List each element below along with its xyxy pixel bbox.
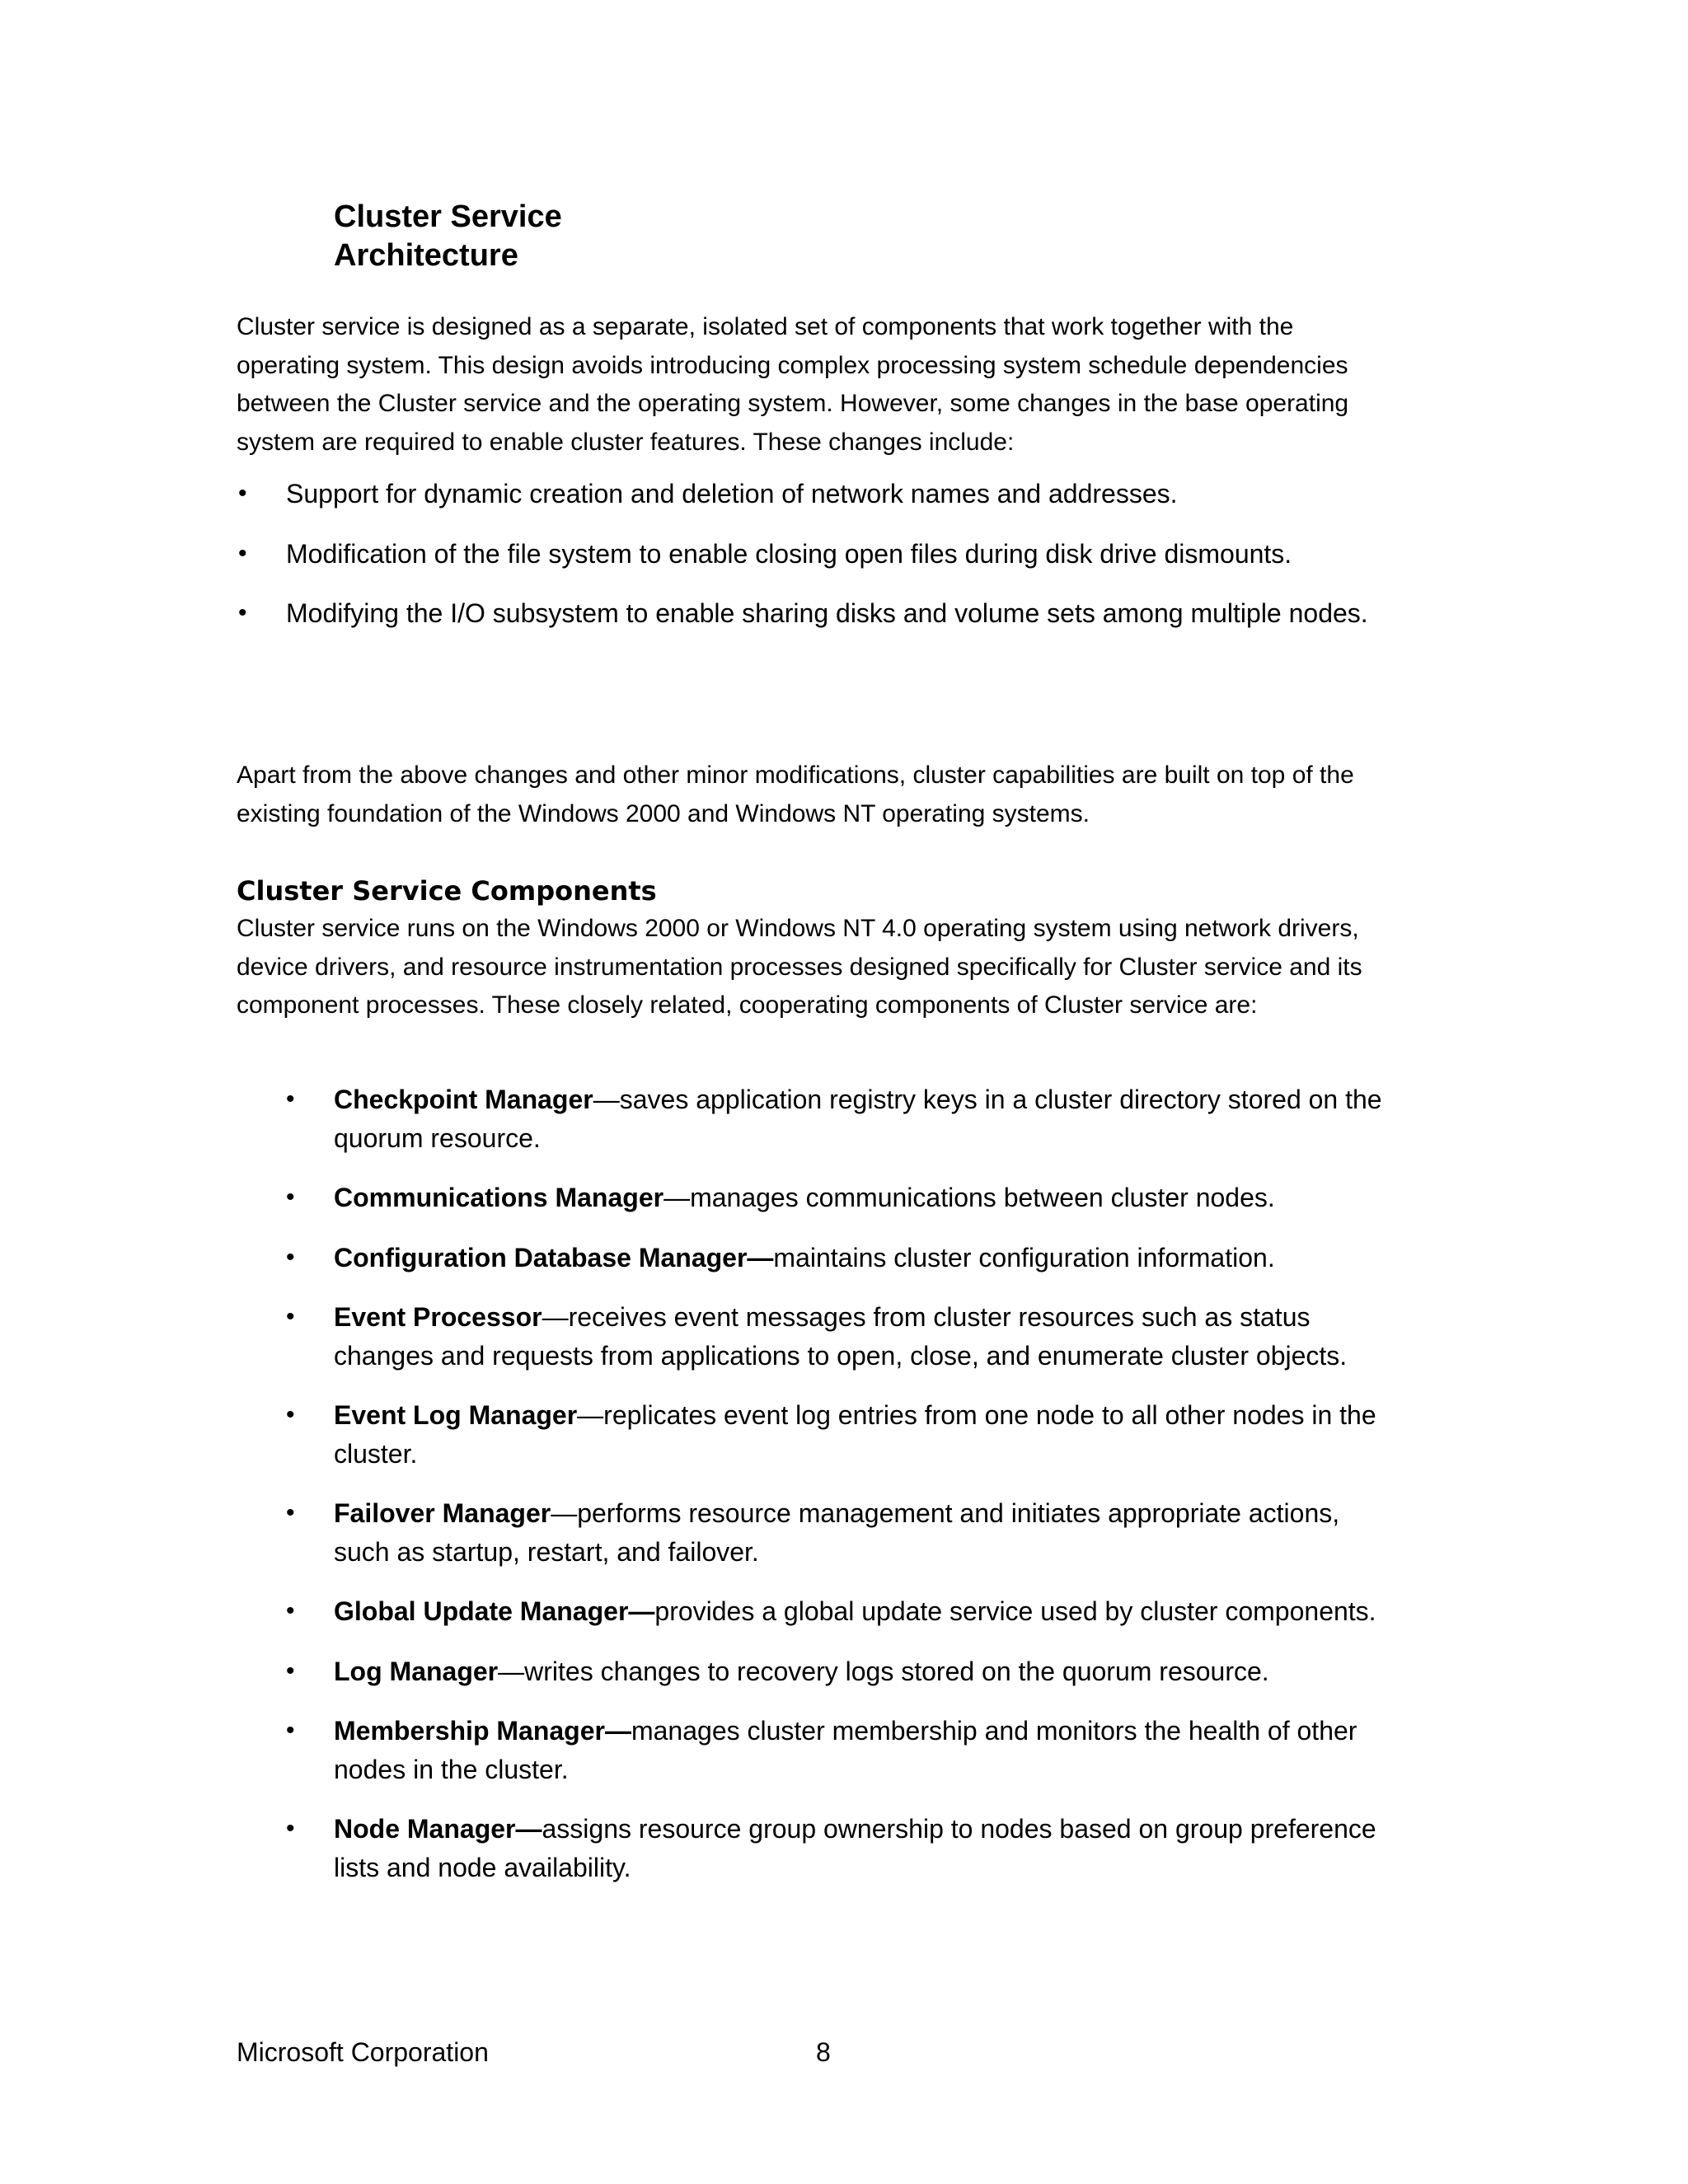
section-heading: Cluster Service Components: [237, 875, 657, 907]
bullet-icon: •: [238, 539, 247, 567]
footer-page-number: 8: [816, 2037, 831, 2067]
component-item: [284, 1396, 1393, 1473]
bullet-icon: •: [286, 1657, 295, 1685]
list-item-text: Modification of the file system to enable closing open files during disk drive dismounts.: [286, 538, 1292, 569]
component-name: Event Processor: [334, 1302, 542, 1332]
list-item: [237, 594, 1390, 633]
component-item: [284, 1712, 1393, 1788]
bullet-icon: •: [286, 1597, 295, 1624]
component-desc: provides a global update service used by cluster components.: [654, 1596, 1376, 1626]
intro-paragraph: Cluster service is designed as a separate, isolated set of components that work together with the operating system. This design avoids introducing complex processing system schedule dependencies between the Cluster service and the operating system. However, some changes in the base operating system are required to enable cluster features. These changes include:: [237, 313, 1349, 456]
bullet-icon: •: [286, 1717, 295, 1744]
component-desc: —saves application registry keys in a cluster directory stored on the quorum resource.: [334, 1085, 1382, 1153]
footer-company: Microsoft Corporation: [237, 2037, 489, 2067]
component-desc: maintains cluster configuration information.: [773, 1242, 1275, 1272]
bullet-icon: •: [238, 480, 247, 507]
component-item: [284, 1080, 1393, 1157]
component-name: Checkpoint Manager: [334, 1085, 593, 1114]
component-item: [284, 1298, 1393, 1375]
bullet-icon: •: [286, 1183, 295, 1211]
component-name: Log Manager: [334, 1656, 499, 1686]
bullet-icon: •: [286, 1085, 295, 1113]
component-desc: —receives event messages from cluster resources such as status changes and requests from applications to open, close, and enumerate cluster objects.: [334, 1302, 1348, 1371]
bullet-icon: •: [238, 599, 247, 626]
component-name: Configuration Database Manager—: [334, 1242, 774, 1272]
components-intro-paragraph: Cluster service runs on the Windows 2000 or Windows NT 4.0 operating system using network drivers, device drivers, and resource instrumentation processes designed specifically for Cluster service and its component processes. These closely related, cooperating components of Cluster service are:: [237, 915, 1362, 1019]
list-item-text: Support for dynamic creation and deletion of network names and addresses.: [286, 479, 1178, 509]
component-desc: —writes changes to recovery logs stored on the quorum resource.: [498, 1656, 1269, 1686]
component-name: Communications Manager: [334, 1183, 664, 1212]
bullet-icon: •: [286, 1499, 295, 1526]
component-desc: —performs resource management and initiates appropriate actions, such as startup, restart, and failover.: [334, 1498, 1340, 1567]
os-changes-list: [237, 475, 1390, 654]
component-item: [284, 1810, 1393, 1886]
component-name: Event Log Manager: [334, 1400, 578, 1430]
component-item: [284, 1652, 1393, 1691]
list-item: [237, 535, 1390, 574]
components-list: [284, 1080, 1393, 1908]
bullet-icon: •: [286, 1243, 295, 1271]
component-name: Node Manager—: [334, 1814, 542, 1844]
page-title: [334, 198, 562, 275]
list-item-text: Modifying the I/O subsystem to enable sharing disks and volume sets among multiple nodes.: [286, 598, 1368, 628]
component-name: Membership Manager—: [334, 1716, 631, 1746]
component-desc: —manages communications between cluster nodes.: [663, 1183, 1275, 1212]
bullet-icon: •: [286, 1815, 295, 1842]
bullet-icon: •: [286, 1401, 295, 1428]
component-name: Failover Manager: [334, 1498, 551, 1528]
component-item: [284, 1592, 1393, 1631]
title-line-2: Architecture: [334, 238, 518, 273]
list-item: [237, 475, 1390, 513]
title-line-1: Cluster Service: [334, 199, 562, 234]
component-item: [284, 1494, 1393, 1571]
component-desc: assigns resource group ownership to nodes based on group preference lists and node availability.: [334, 1814, 1376, 1882]
apart-paragraph: Apart from the above changes and other minor modifications, cluster capabilities are built on top of the existing foundation of the Windows 2000 and Windows NT operating systems.: [237, 762, 1354, 827]
bullet-icon: •: [286, 1303, 295, 1330]
component-item: [284, 1239, 1393, 1277]
component-desc: manages cluster membership and monitors the health of other nodes in the cluster.: [334, 1716, 1357, 1784]
component-item: [284, 1179, 1393, 1217]
component-name: Global Update Manager—: [334, 1596, 655, 1626]
component-desc: —replicates event log entries from one node to all other nodes in the cluster.: [334, 1400, 1376, 1469]
